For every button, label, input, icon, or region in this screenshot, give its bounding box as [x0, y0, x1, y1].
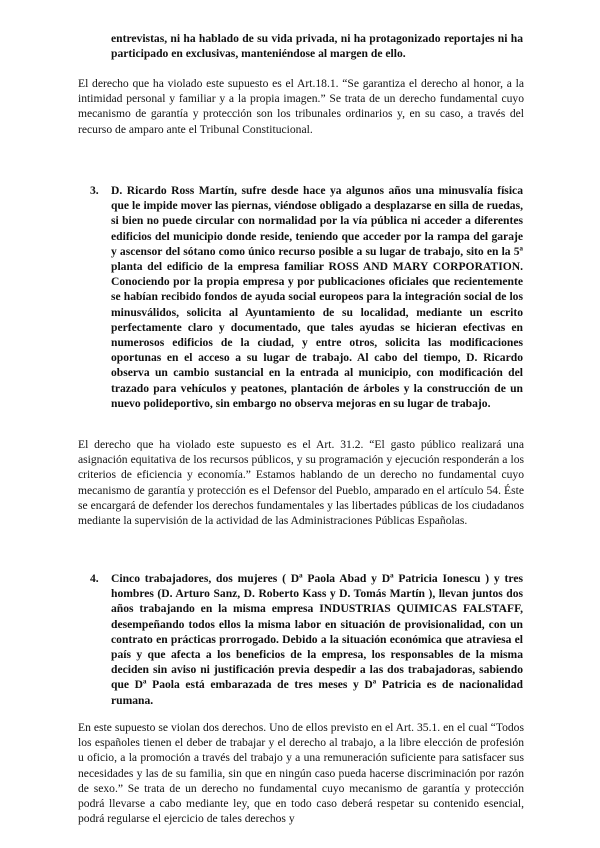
answer-4-paragraph: En este supuesto se violan dos derechos. Uno de ellos previsto en el Art. 35.1. en el cual “Todos los españoles tienen el deber de trabajar y el derecho al trabajo, a la libre elección de profesión u oficio, a la promoción a través del trabajo y a una remuneración suficiente para satisfacer sus necesidades y las de su familia, sin que en ningún caso pueda hacerse discriminación por razón de sexo.” Se trata de un derecho no fundamental cuyo mecanismo de garantía y protección podrá llevarse a cabo mediante ley, que en todo caso deberá respetar su contenido esencial, podrá regularse el ejercicio de tales derechos y: [78, 721, 524, 826]
answer-3-paragraph: El derecho que ha violado este supuesto es el Art. 31.2. “El gasto público realizará una asignación equitativa de los recursos públicos, y su programación y ejecución responderán a los criterios de eficiencia y economía.” Estamos hablando de un derecho no fundamental cuyo mecanismo de garantía y protección es el Defensor del Pueblo, amparado en el artículo 54. Éste se encargará de defender los derechos fundamentales y las libertades públicas de los ciudadanos mediante la supervisión de la actividad de las Administraciones Públicas Españolas.: [78, 438, 524, 528]
case-2-continuation: entrevistas, ni ha hablado de su vida privada, ni ha protagonizado reportajes ni ha participado en exclusivas, manteniéndose al margen de ello.: [111, 32, 523, 61]
case-4-number: 4.: [90, 572, 99, 585]
case-3-number: 3.: [90, 184, 99, 197]
case-3-text: D. Ricardo Ross Martín, sufre desde hace ya algunos años una minusvalía física que le impide mover las piernas, viéndose obligado a desplazarse en silla de ruedas, si bien no puede circular con normalidad por la vía pública ni acceder a diferentes edificios del municipio donde reside, teniendo que acceder por la rampa del garaje y ascensor del sótano como único recurso posible a su lugar de trabajo, sito en la 5ª planta del edificio de la empresa familiar ROSS AND MARY CORPORATION. Conociendo por la propia empresa y por publicaciones oficiales que recientemente se habían recibido fondos de ayuda social europeos para la integración social de los minusválidos, solicita al Ayuntamiento de su localidad, mediante un escrito perfectamente claro y documentado, que tales ayudas se hicieran efectivas en numerosos edificios de la ciudad, y entre otros, solicita las modificaciones oportunas en el acceso a su lugar de trabajo. Al cabo del tiempo, D. Ricardo observa un cambio sustancial en la entrada al municipio, con modificación del trazado para vehículos y peatones, plantación de árboles y la construcción de un nuevo polideportivo, sin embargo no observa mejoras en su lugar de trabajo.: [111, 184, 523, 410]
case-4-item: [90, 571, 523, 708]
answer-2-paragraph: El derecho que ha violado este supuesto es el Art.18.1. “Se garantiza el derecho al honor, a la intimidad personal y familiar y a la propia imagen.” Se trata de un derecho fundamental cuyo mecanismo de garantía y protección son los tribunales ordinarios y, en su caso, a través del recurso de amparo ante el Tribunal Constitucional.: [78, 77, 524, 136]
case-3-item: [90, 183, 523, 411]
case-4-text: Cinco trabajadores, dos mujeres ( Dª Paola Abad y Dª Patricia Ionescu ) y tres hombres (D. Arturo Sanz, D. Roberto Kass y D. Tomás Martín ), llevan juntos dos años trabajando en la misma empresa INDUSTRIAS QUIMICAS FALSTAFF, desempeñando todos ellos la misma labor en situación de provisionalidad, con un contrato en prácticas prorrogado. Debido a la situación económica que atraviesa el país y que afecta a los beneficios de la empresa, los responsables de la misma deciden sin aviso ni justificación previa despedir a las dos trabajadoras, sabiendo que Dª Paola está embarazada de tres meses y Dª Patricia es de nacionalidad rumana.: [111, 572, 523, 707]
